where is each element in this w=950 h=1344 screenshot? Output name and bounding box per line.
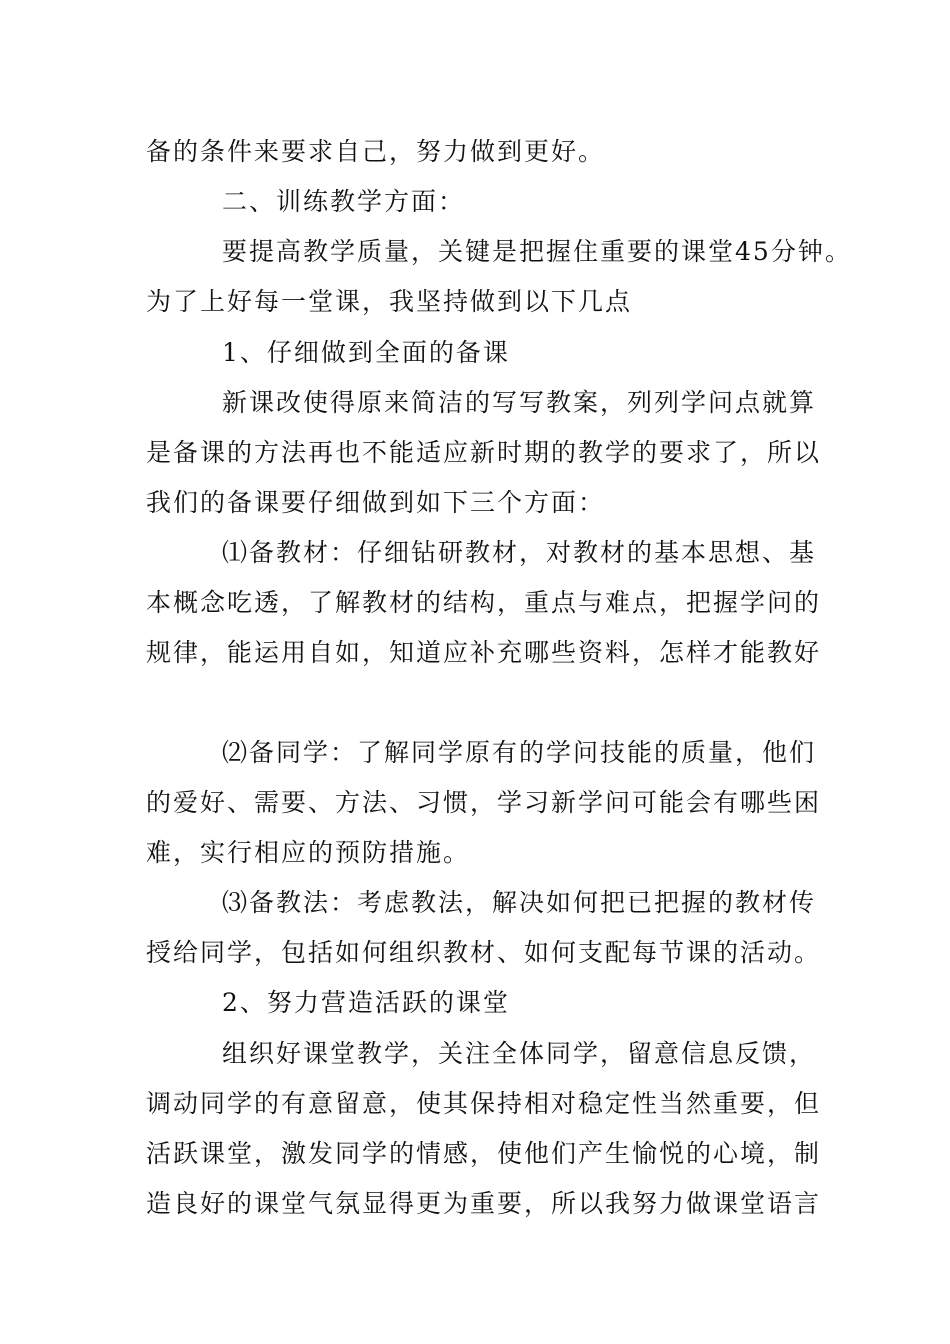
list-item-line: ⑴备教材：仔细钻研教材，对教材的基本思想、基 — [222, 538, 817, 567]
paragraph-line: 是备课的方法再也不能适应新时期的教学的要求了，所以 — [146, 438, 822, 467]
list-item-line: 规律，能运用自如，知道应补充哪些资料，怎样才能教好 — [146, 638, 822, 667]
list-item-line: 难，实行相应的预防措施。 — [146, 838, 471, 867]
paragraph-line: 我们的备课要仔细做到如下三个方面： — [146, 488, 606, 517]
section-heading: 二、训练教学方面： — [222, 187, 466, 216]
paragraph-line: 新课改使得原来简洁的写写教案，列列学问点就算 — [222, 388, 817, 417]
list-item-line: ⑵备同学：了解同学原有的学问技能的质量，他们 — [222, 738, 817, 767]
paragraph-line: 要提高教学质量，关键是把握住重要的课堂45分钟。 — [222, 237, 852, 266]
list-item-line: ⑶备教法：考虑教法，解决如何把已把握的教材传 — [222, 888, 817, 917]
list-item-line: 本概念吃透，了解教材的结构，重点与难点，把握学问的 — [146, 588, 822, 617]
paragraph-line: 组织好课堂教学，关注全体同学，留意信息反馈， — [222, 1039, 817, 1068]
paragraph-line: 为了上好每一堂课，我坚持做到以下几点 — [146, 287, 633, 316]
paragraph-line: 造良好的课堂气氛显得更为重要，所以我努力做课堂语言 — [146, 1189, 822, 1218]
subsection-heading: 2、努力营造活跃的课堂 — [222, 988, 510, 1017]
list-item-line: 授给同学，包括如何组织教材、如何支配每节课的活动。 — [146, 938, 822, 967]
paragraph-line: 调动同学的有意留意，使其保持相对稳定性当然重要，但 — [146, 1089, 822, 1118]
paragraph-line: 活跃课堂，激发同学的情感，使他们产生愉悦的心境，制 — [146, 1139, 822, 1168]
subsection-heading: 1、仔细做到全面的备课 — [222, 338, 510, 367]
list-item-line: 的爱好、需要、方法、习惯，学习新学问可能会有哪些困 — [146, 788, 822, 817]
paragraph-line: 备的条件来要求自己，努力做到更好。 — [146, 137, 606, 166]
